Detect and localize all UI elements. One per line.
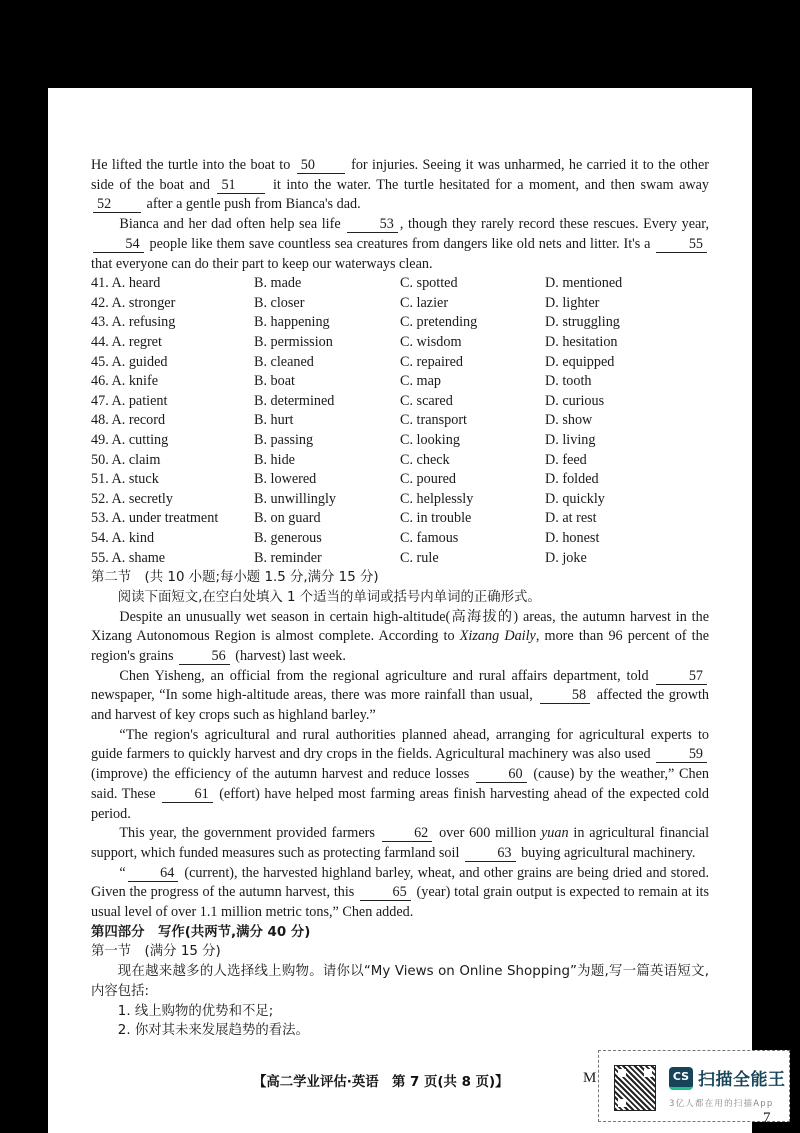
option-row-48 <box>91 411 709 431</box>
option-c: C. check <box>400 451 450 468</box>
passage-text: (current), the harvested highland barley, wheat, and other grains are being dried and stored. Given the progress of the autumn harvest, this <box>91 864 709 901</box>
option-a: A. regret <box>111 334 162 350</box>
option-d: D. lighter <box>545 294 600 311</box>
option-a: A. stronger <box>111 294 176 311</box>
passage-text: , though they rarely record these rescues. Every year, <box>399 216 710 233</box>
writing-item-1: 1. 线上购物的优势和不足; <box>117 1003 274 1019</box>
passage-paragraph-1 <box>91 156 709 215</box>
passage-text: for injuries. Seeing it was unharmed, he carried it to the other side of the boat and <box>91 157 710 193</box>
option-row-55 <box>91 549 709 569</box>
option-a: A. guided <box>111 353 168 370</box>
blank-59: 59 <box>656 746 707 763</box>
qr-code-icon <box>614 1065 656 1111</box>
page-number: 7 <box>763 1110 771 1126</box>
option-row-43 <box>91 313 709 333</box>
option-a: A. kind <box>111 529 155 546</box>
question-number: 43. <box>91 314 109 331</box>
option-c: C. rule <box>400 549 439 566</box>
option-c: C. looking <box>400 431 460 448</box>
question-number: 45. <box>91 353 109 370</box>
footer-code: M <box>583 1070 597 1086</box>
blank-62: 62 <box>382 825 433 842</box>
passage-text: (year) total grain output is expected to remain at its usual level of over 1.1 million metric tons,” Chen added. <box>91 884 710 921</box>
blank-65: 65 <box>360 884 411 901</box>
option-c: C. helplessly <box>400 490 474 507</box>
blank-51: 51 <box>217 177 265 194</box>
option-d: D. struggling <box>545 314 620 331</box>
question-number: 54. <box>91 529 109 546</box>
option-a: A. knife <box>111 373 158 390</box>
option-d: D. honest <box>545 529 600 546</box>
passage-text: affected the growth and harvest of key crops such as highland barley.” <box>91 687 709 724</box>
passage-paragraph-2 <box>91 215 709 274</box>
passage-text: after a gentle push from Bianca's dad. <box>146 196 361 213</box>
blank-58: 58 <box>540 687 591 704</box>
passage-text: (improve) the efficiency of the autumn harvest and reduce losses <box>91 766 470 783</box>
question-number: 49. <box>91 431 109 448</box>
option-a: A. stuck <box>111 471 159 488</box>
cloze-paragraph-3 <box>91 726 709 825</box>
question-number: 51. <box>91 471 109 488</box>
blank-57: 57 <box>656 668 707 685</box>
passage-text: “ <box>119 864 126 881</box>
option-d: D. hesitation <box>545 334 618 350</box>
question-number: 48. <box>91 412 109 429</box>
option-c: C. poured <box>400 471 456 488</box>
blank-53: 53 <box>347 216 398 233</box>
option-row-53 <box>91 509 709 529</box>
blank-60: 60 <box>476 766 527 783</box>
blank-55: 55 <box>656 236 707 253</box>
passage-text: over 600 million <box>439 825 537 842</box>
blank-50: 50 <box>297 157 345 174</box>
option-d: D. living <box>545 431 596 448</box>
watermark-title: 扫描全能王 <box>698 1070 786 1090</box>
option-b: B. cleaned <box>254 353 314 370</box>
passage-text: (harvest) last week. <box>235 647 346 664</box>
section2-heading: 第二节 (共 10 小题;每小题 1.5 分,满分 15 分) <box>91 570 379 586</box>
option-row-52 <box>91 490 709 510</box>
passage-text: newspaper, “In some high-altitude areas, there was more rainfall than usual, <box>91 687 533 704</box>
option-a: A. shame <box>111 549 166 566</box>
question-number: 50. <box>91 451 109 468</box>
passage-text: (effort) have helped most farming areas finish harvesting ahead of the expected cold period. <box>91 785 709 822</box>
option-a: A. heard <box>111 275 161 292</box>
option-a: A. refusing <box>111 314 176 331</box>
option-row-54 <box>91 529 709 549</box>
camscanner-logo-icon: CS <box>669 1067 693 1090</box>
section2-instruction: 阅读下面短文,在空白处填入 1 个适当的单词或括号内单词的正确形式。 <box>117 589 541 605</box>
blank-61: 61 <box>162 786 213 803</box>
option-d: D. curious <box>545 392 605 409</box>
blank-52: 52 <box>93 196 141 213</box>
option-b: B. happening <box>254 314 330 331</box>
passage-text: This year, the government provided farmers <box>119 825 375 842</box>
option-b: B. on guard <box>254 510 321 527</box>
watermark-subtitle: 3亿人都在用的扫描App <box>669 1099 774 1109</box>
question-number: 44. <box>91 334 109 350</box>
option-row-44 <box>91 333 709 353</box>
option-a: A. record <box>111 412 166 429</box>
option-c: C. pretending <box>400 314 478 331</box>
blank-54: 54 <box>93 236 144 253</box>
option-row-51 <box>91 470 709 490</box>
option-a: A. patient <box>111 392 168 409</box>
question-number: 53. <box>91 510 109 527</box>
option-c: C. transport <box>400 412 467 429</box>
option-c: C. map <box>400 373 441 390</box>
blank-56: 56 <box>179 648 230 665</box>
exam-page <box>48 88 752 1133</box>
option-row-46 <box>91 372 709 392</box>
passage-text: (cause) by the weather,” Chen said. These <box>91 766 710 802</box>
option-d: D. joke <box>545 549 587 566</box>
question-number: 47. <box>91 392 109 409</box>
scanner-watermark <box>598 1050 790 1122</box>
option-d: D. at rest <box>545 510 597 527</box>
blank-64: 64 <box>128 865 179 882</box>
page-footer: 【高二学业评估·英语 第 7 页(共 8 页)】 <box>253 1075 509 1090</box>
question-number: 41. <box>91 275 109 292</box>
option-row-41 <box>91 274 709 294</box>
option-row-45 <box>91 353 709 373</box>
part4-sub-heading: 第一节 (满分 15 分) <box>91 944 221 960</box>
option-c: C. famous <box>400 529 459 546</box>
option-d: D. tooth <box>545 373 592 390</box>
option-row-47 <box>91 392 709 412</box>
option-d: D. mentioned <box>545 275 623 292</box>
option-a: A. cutting <box>111 431 169 448</box>
option-b: B. hurt <box>254 412 294 429</box>
cloze-paragraph-4 <box>91 824 709 863</box>
option-d: D. feed <box>545 451 587 468</box>
option-b: B. unwillingly <box>254 490 336 507</box>
option-b: B. hide <box>254 451 295 468</box>
option-b: B. permission <box>254 334 333 350</box>
cloze-paragraph-2 <box>91 667 709 726</box>
option-c: C. lazier <box>400 294 449 311</box>
page-content <box>91 156 709 1041</box>
options-table <box>91 274 709 568</box>
question-number: 46. <box>91 373 109 390</box>
writing-item-2: 2. 你对其未来发展趋势的看法。 <box>117 1023 309 1039</box>
option-b: B. passing <box>254 431 314 448</box>
option-c: C. scared <box>400 392 453 409</box>
writing-prompt: 现在越来越多的人选择线上购物。请你以“My Views on Online Shopping”为题,写一篇英语短文,内容包括: <box>91 964 709 999</box>
part4-heading: 第四部分 写作(共两节,满分 40 分) <box>91 924 311 940</box>
option-d: D. equipped <box>545 353 615 370</box>
option-c: C. wisdom <box>400 334 462 350</box>
passage-text: “The region's agricultural and rural authorities planned ahead, arranging for agricultural experts to guide farmers to quickly harvest and dry crops in the fields. Agricultural machinery was also used <box>91 726 709 763</box>
passage-text: Chen Yisheng, an official from the regional agriculture and rural affairs department, told <box>119 667 649 684</box>
newspaper-title: Xizang Daily <box>459 628 536 645</box>
option-b: B. closer <box>254 294 305 311</box>
question-number: 52. <box>91 490 109 507</box>
cloze-paragraph-5 <box>91 864 709 923</box>
option-c: C. repaired <box>400 353 464 370</box>
passage-text: buying agricultural machinery. <box>521 844 696 861</box>
question-number: 42. <box>91 294 109 311</box>
passage-text: He lifted the turtle into the boat to <box>91 157 291 173</box>
passage-text: Bianca and her dad often help sea life <box>119 216 341 233</box>
option-d: D. show <box>545 412 593 429</box>
cloze-paragraph-1 <box>91 608 709 667</box>
option-d: D. quickly <box>545 490 605 507</box>
option-b: B. reminder <box>254 549 322 566</box>
option-c: C. in trouble <box>400 510 472 527</box>
currency-word: yuan <box>540 825 569 842</box>
option-row-49 <box>91 431 709 451</box>
option-a: A. under treatment <box>111 510 219 527</box>
option-b: B. lowered <box>254 471 317 488</box>
passage-text: , more than 96 percent of the region's grains <box>91 628 710 664</box>
passage-text: people like them save countless sea creatures from dangers like old nets and litter. It's a <box>149 235 651 252</box>
passage-text: Despite an unusually wet season in certain high-altitude(高海拔的) areas, the autumn harvest in the Xizang Autonomous Region is almost complete. According to <box>91 608 709 645</box>
passage-text: it into the water. The turtle hesitated for a moment, and then swam away <box>272 176 710 193</box>
question-number: 55. <box>91 549 109 566</box>
option-c: C. spotted <box>400 275 458 292</box>
passage-text: that everyone can do their part to keep our waterways clean. <box>91 255 433 272</box>
option-a: A. claim <box>111 451 161 468</box>
option-row-50 <box>91 451 709 471</box>
option-a: A. secretly <box>111 490 173 507</box>
option-row-42 <box>91 294 709 314</box>
option-b: B. made <box>254 275 302 292</box>
option-b: B. generous <box>254 529 322 546</box>
option-b: B. determined <box>254 392 335 409</box>
option-b: B. boat <box>254 373 295 390</box>
blank-63: 63 <box>465 845 516 862</box>
option-d: D. folded <box>545 471 599 488</box>
passage-text: in agricultural financial support, which funded measures such as protecting farmland soil <box>91 825 710 861</box>
